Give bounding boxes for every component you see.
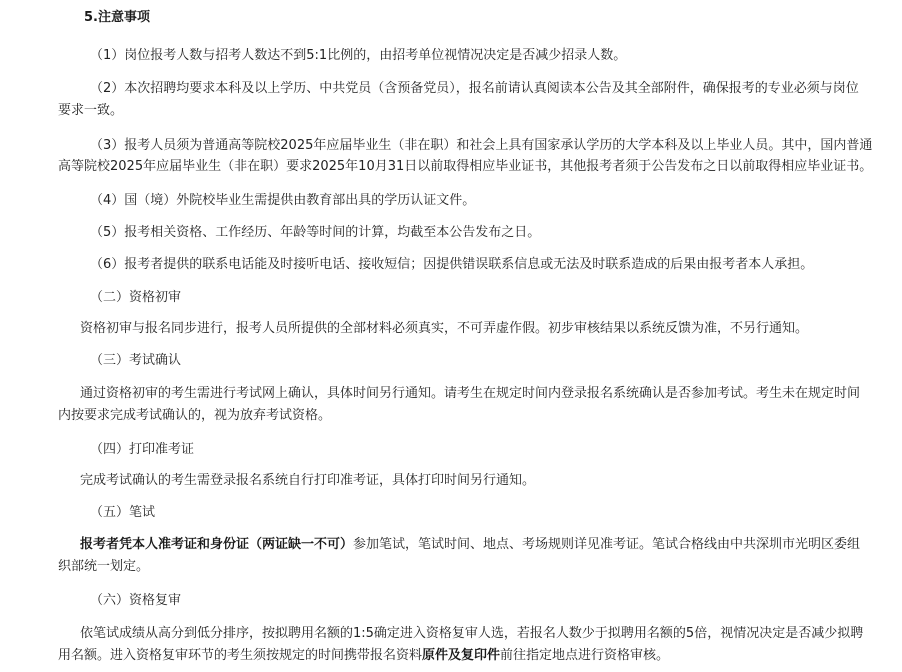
note-item-1: （1）岗位报考人数与招考人数达不到5:1比例的，由招考单位视情况决定是否减少招录人数。 [90, 48, 627, 63]
written-exam-details: 参加笔试，笔试时间、地点、考场规则详见准考证。笔试合格线由中共深圳市光明区委组 [353, 537, 861, 552]
section-body-written-exam-1 [80, 536, 860, 554]
note-item-2: （2）本次招聘均要求本科及以上学历、中共党员（含预备党员），报名前请认真阅读本公告及其全部附件，确保报考的专业必须与岗位 [90, 81, 859, 96]
section-title-written-exam: （五）笔试 [90, 505, 156, 520]
note-item-3: （3）报考人员须为普通高等院校2025年应届毕业生（非在职）和社会上具有国家承认学历的大学本科及以上毕业人员。其中，国内普通 [90, 138, 873, 153]
note-item-3-cont: 高等院校2025年应届毕业生（非在职）要求2025年10月31日以前取得相应毕业证书，其他报考者须于公告发布之日以前取得相应毕业证书。 [58, 159, 873, 174]
section-body-admission: 完成考试确认的考生需登录报名系统自行打印准考证，具体打印时间另行通知。 [80, 473, 536, 488]
section-body-exam-confirm-1: 通过资格初审的考生需进行考试网上确认，具体时间另行通知。请考生在规定时间内登录报名系统确认是否参加考试。考生未在规定时间 [80, 386, 861, 401]
review-text-a: 用名额。进入资格复审环节的考生须按规定的时间携带报名资料 [58, 648, 423, 663]
section-heading: 5.注意事项 [84, 10, 150, 25]
section-body-qualification: 资格初审与报名同步进行，报考人员所提供的全部材料必须真实，不可弄虚作假。初步审核结果以系统反馈为准，不另行通知。 [80, 321, 809, 336]
section-title-review: （六）资格复审 [90, 593, 182, 608]
review-originals-copies: 原件及复印件 [422, 648, 501, 663]
section-body-written-exam-2: 织部统一划定。 [58, 559, 150, 574]
note-item-2-cont: 要求一致。 [58, 103, 124, 118]
section-title-exam-confirm: （三）考试确认 [90, 353, 182, 368]
section-body-review-2 [58, 647, 669, 665]
note-item-6: （6）报考者提供的联系电话能及时接听电话、接收短信；因提供错误联系信息或无法及时联系造成的后果由报考者本人承担。 [90, 257, 814, 272]
review-text-c: 前往指定地点进行资格审核。 [500, 648, 670, 663]
section-title-admission: （四）打印准考证 [90, 442, 195, 457]
section-body-exam-confirm-2: 内按要求完成考试确认的，视为放弃考试资格。 [58, 408, 332, 423]
section-title-qualification: （二）资格初审 [90, 290, 182, 305]
note-item-5: （5）报考相关资格、工作经历、年龄等时间的计算，均截至本公告发布之日。 [90, 225, 541, 240]
note-item-4: （4）国（境）外院校毕业生需提供由教育部出具的学历认证文件。 [90, 193, 476, 208]
section-body-review-1: 依笔试成绩从高分到低分排序，按拟聘用名额的1:5确定进入资格复审人选，若报名人数少于拟聘用名额的5倍，视情况决定是否减少拟聘 [80, 626, 864, 641]
written-exam-id-requirement: 报考者凭本人准考证和身份证（两证缺一不可） [80, 537, 354, 552]
